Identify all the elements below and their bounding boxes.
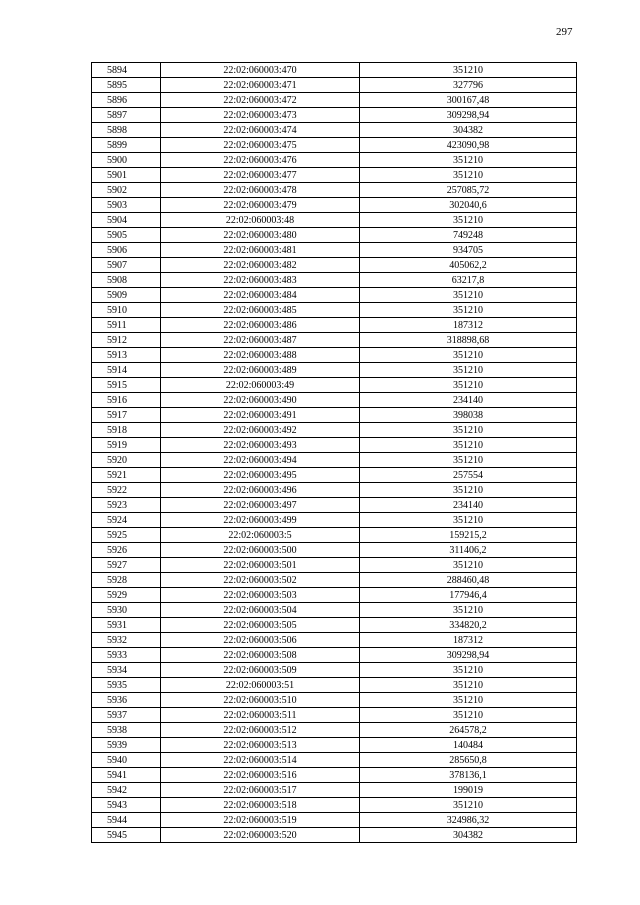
row-number-cell: 5944 xyxy=(92,813,161,828)
table-row xyxy=(92,648,577,663)
table-row xyxy=(92,288,577,303)
cadastral-value-cell: 351210 xyxy=(360,603,577,618)
table-row xyxy=(92,168,577,183)
table-row xyxy=(92,783,577,798)
table-body xyxy=(92,63,577,843)
table-row xyxy=(92,408,577,423)
cadastral-number-cell: 22:02:060003:518 xyxy=(161,798,360,813)
cadastral-value-cell: 304382 xyxy=(360,123,577,138)
table-row xyxy=(92,363,577,378)
table-row xyxy=(92,543,577,558)
table-row xyxy=(92,708,577,723)
cadastral-value-cell: 351210 xyxy=(360,663,577,678)
cadastral-number-cell: 22:02:060003:496 xyxy=(161,483,360,498)
row-number-cell: 5909 xyxy=(92,288,161,303)
cadastral-value-cell: 351210 xyxy=(360,63,577,78)
row-number-cell: 5918 xyxy=(92,423,161,438)
table-row xyxy=(92,348,577,363)
cadastral-number-cell: 22:02:060003:485 xyxy=(161,303,360,318)
row-number-cell: 5896 xyxy=(92,93,161,108)
cadastral-value-cell: 257554 xyxy=(360,468,577,483)
row-number-cell: 5899 xyxy=(92,138,161,153)
table-row xyxy=(92,768,577,783)
table-row xyxy=(92,213,577,228)
page-number: 297 xyxy=(556,26,573,38)
table-row xyxy=(92,63,577,78)
cadastral-value-cell: 309298,94 xyxy=(360,108,577,123)
cadastral-number-cell: 22:02:060003:516 xyxy=(161,768,360,783)
row-number-cell: 5941 xyxy=(92,768,161,783)
cadastral-number-cell: 22:02:060003:492 xyxy=(161,423,360,438)
row-number-cell: 5915 xyxy=(92,378,161,393)
cadastral-number-cell: 22:02:060003:487 xyxy=(161,333,360,348)
row-number-cell: 5921 xyxy=(92,468,161,483)
row-number-cell: 5934 xyxy=(92,663,161,678)
cadastral-value-cell: 351210 xyxy=(360,693,577,708)
table-row xyxy=(92,738,577,753)
row-number-cell: 5922 xyxy=(92,483,161,498)
cadastral-number-cell: 22:02:060003:48 xyxy=(161,213,360,228)
cadastral-value-cell: 327796 xyxy=(360,78,577,93)
cadastral-number-cell: 22:02:060003:504 xyxy=(161,603,360,618)
row-number-cell: 5902 xyxy=(92,183,161,198)
cadastral-value-cell: 351210 xyxy=(360,678,577,693)
row-number-cell: 5911 xyxy=(92,318,161,333)
row-number-cell: 5939 xyxy=(92,738,161,753)
cadastral-number-cell: 22:02:060003:510 xyxy=(161,693,360,708)
row-number-cell: 5895 xyxy=(92,78,161,93)
cadastral-value-cell: 63217,8 xyxy=(360,273,577,288)
table-row xyxy=(92,678,577,693)
row-number-cell: 5943 xyxy=(92,798,161,813)
cadastral-number-cell: 22:02:060003:476 xyxy=(161,153,360,168)
cadastral-number-cell: 22:02:060003:475 xyxy=(161,138,360,153)
row-number-cell: 5913 xyxy=(92,348,161,363)
table-row xyxy=(92,153,577,168)
cadastral-number-cell: 22:02:060003:514 xyxy=(161,753,360,768)
cadastral-value-cell: 187312 xyxy=(360,318,577,333)
table-row xyxy=(92,573,577,588)
table-row xyxy=(92,693,577,708)
cadastral-number-cell: 22:02:060003:49 xyxy=(161,378,360,393)
row-number-cell: 5936 xyxy=(92,693,161,708)
cadastral-value-cell: 351210 xyxy=(360,798,577,813)
cadastral-number-cell: 22:02:060003:509 xyxy=(161,663,360,678)
cadastral-value-cell: 423090,98 xyxy=(360,138,577,153)
cadastral-value-cell: 351210 xyxy=(360,348,577,363)
cadastral-number-cell: 22:02:060003:499 xyxy=(161,513,360,528)
cadastral-value-cell: 351210 xyxy=(360,438,577,453)
cadastral-value-cell: 234140 xyxy=(360,498,577,513)
cadastral-number-cell: 22:02:060003:477 xyxy=(161,168,360,183)
table-row xyxy=(92,798,577,813)
table-row xyxy=(92,423,577,438)
table-row xyxy=(92,243,577,258)
table-row xyxy=(92,663,577,678)
table-row xyxy=(92,258,577,273)
cadastral-number-cell: 22:02:060003:480 xyxy=(161,228,360,243)
cadastral-value-cell: 187312 xyxy=(360,633,577,648)
row-number-cell: 5912 xyxy=(92,333,161,348)
cadastral-value-cell: 351210 xyxy=(360,213,577,228)
table-row xyxy=(92,93,577,108)
table-row xyxy=(92,483,577,498)
cadastral-value-cell: 264578,2 xyxy=(360,723,577,738)
cadastral-number-cell: 22:02:060003:483 xyxy=(161,273,360,288)
cadastral-number-cell: 22:02:060003:517 xyxy=(161,783,360,798)
table-row xyxy=(92,723,577,738)
cadastral-value-cell: 288460,48 xyxy=(360,573,577,588)
cadastral-value-cell: 351210 xyxy=(360,513,577,528)
cadastral-value-cell: 318898,68 xyxy=(360,333,577,348)
row-number-cell: 5897 xyxy=(92,108,161,123)
cadastral-number-cell: 22:02:060003:506 xyxy=(161,633,360,648)
table-row xyxy=(92,603,577,618)
cadastral-number-cell: 22:02:060003:473 xyxy=(161,108,360,123)
cadastral-value-cell: 285650,8 xyxy=(360,753,577,768)
cadastral-value-cell: 304382 xyxy=(360,828,577,843)
cadastral-value-cell: 351210 xyxy=(360,483,577,498)
row-number-cell: 5903 xyxy=(92,198,161,213)
table-row xyxy=(92,813,577,828)
cadastral-number-cell: 22:02:060003:513 xyxy=(161,738,360,753)
row-number-cell: 5928 xyxy=(92,573,161,588)
cadastral-value-cell: 309298,94 xyxy=(360,648,577,663)
table-row xyxy=(92,468,577,483)
cadastral-value-cell: 351210 xyxy=(360,708,577,723)
cadastral-number-cell: 22:02:060003:501 xyxy=(161,558,360,573)
cadastral-value-cell: 378136,1 xyxy=(360,768,577,783)
cadastral-value-cell: 405062,2 xyxy=(360,258,577,273)
cadastral-number-cell: 22:02:060003:481 xyxy=(161,243,360,258)
row-number-cell: 5931 xyxy=(92,618,161,633)
table-row xyxy=(92,618,577,633)
table-row xyxy=(92,273,577,288)
cadastral-number-cell: 22:02:060003:495 xyxy=(161,468,360,483)
cadastral-value-cell: 159215,2 xyxy=(360,528,577,543)
cadastral-number-cell: 22:02:060003:505 xyxy=(161,618,360,633)
table-row xyxy=(92,138,577,153)
cadastral-number-cell: 22:02:060003:489 xyxy=(161,363,360,378)
table-row xyxy=(92,588,577,603)
cadastral-number-cell: 22:02:060003:520 xyxy=(161,828,360,843)
cadastral-value-cell: 311406,2 xyxy=(360,543,577,558)
table-row xyxy=(92,123,577,138)
row-number-cell: 5900 xyxy=(92,153,161,168)
row-number-cell: 5901 xyxy=(92,168,161,183)
table-row xyxy=(92,78,577,93)
cadastral-number-cell: 22:02:060003:470 xyxy=(161,63,360,78)
row-number-cell: 5917 xyxy=(92,408,161,423)
cadastral-value-cell: 334820,2 xyxy=(360,618,577,633)
row-number-cell: 5938 xyxy=(92,723,161,738)
cadastral-value-cell: 398038 xyxy=(360,408,577,423)
cadastral-value-cell: 302040,6 xyxy=(360,198,577,213)
cadastral-number-cell: 22:02:060003:484 xyxy=(161,288,360,303)
cadastral-number-cell: 22:02:060003:519 xyxy=(161,813,360,828)
cadastral-value-cell: 234140 xyxy=(360,393,577,408)
cadastral-value-cell: 140484 xyxy=(360,738,577,753)
row-number-cell: 5925 xyxy=(92,528,161,543)
cadastral-number-cell: 22:02:060003:5 xyxy=(161,528,360,543)
row-number-cell: 5940 xyxy=(92,753,161,768)
table-row xyxy=(92,228,577,243)
cadastral-value-cell: 351210 xyxy=(360,303,577,318)
cadastral-number-cell: 22:02:060003:491 xyxy=(161,408,360,423)
cadastral-value-cell: 351210 xyxy=(360,558,577,573)
cadastral-number-cell: 22:02:060003:512 xyxy=(161,723,360,738)
cadastral-number-cell: 22:02:060003:511 xyxy=(161,708,360,723)
cadastral-value-cell: 351210 xyxy=(360,423,577,438)
table-row xyxy=(92,108,577,123)
cadastral-number-cell: 22:02:060003:482 xyxy=(161,258,360,273)
cadastral-number-cell: 22:02:060003:472 xyxy=(161,93,360,108)
row-number-cell: 5919 xyxy=(92,438,161,453)
cadastral-number-cell: 22:02:060003:490 xyxy=(161,393,360,408)
row-number-cell: 5906 xyxy=(92,243,161,258)
row-number-cell: 5904 xyxy=(92,213,161,228)
table-row xyxy=(92,633,577,648)
table-row xyxy=(92,198,577,213)
cadastral-number-cell: 22:02:060003:486 xyxy=(161,318,360,333)
cadastral-number-cell: 22:02:060003:488 xyxy=(161,348,360,363)
table-row xyxy=(92,453,577,468)
row-number-cell: 5908 xyxy=(92,273,161,288)
row-number-cell: 5916 xyxy=(92,393,161,408)
cadastral-value-cell: 324986,32 xyxy=(360,813,577,828)
row-number-cell: 5933 xyxy=(92,648,161,663)
cadastral-value-cell: 199019 xyxy=(360,783,577,798)
row-number-cell: 5924 xyxy=(92,513,161,528)
cadastral-number-cell: 22:02:060003:503 xyxy=(161,588,360,603)
cadastral-value-cell: 300167,48 xyxy=(360,93,577,108)
table-row xyxy=(92,753,577,768)
table-row xyxy=(92,183,577,198)
cadastral-number-cell: 22:02:060003:494 xyxy=(161,453,360,468)
table-row xyxy=(92,393,577,408)
cadastral-number-cell: 22:02:060003:478 xyxy=(161,183,360,198)
cadastral-value-cell: 257085,72 xyxy=(360,183,577,198)
row-number-cell: 5907 xyxy=(92,258,161,273)
cadastral-value-cell: 177946,4 xyxy=(360,588,577,603)
row-number-cell: 5923 xyxy=(92,498,161,513)
table-row xyxy=(92,318,577,333)
table-row xyxy=(92,558,577,573)
cadastral-value-table xyxy=(91,62,577,843)
row-number-cell: 5929 xyxy=(92,588,161,603)
cadastral-number-cell: 22:02:060003:479 xyxy=(161,198,360,213)
cadastral-number-cell: 22:02:060003:471 xyxy=(161,78,360,93)
row-number-cell: 5942 xyxy=(92,783,161,798)
cadastral-number-cell: 22:02:060003:497 xyxy=(161,498,360,513)
cadastral-number-cell: 22:02:060003:51 xyxy=(161,678,360,693)
table-row xyxy=(92,528,577,543)
row-number-cell: 5905 xyxy=(92,228,161,243)
table-row xyxy=(92,333,577,348)
row-number-cell: 5920 xyxy=(92,453,161,468)
row-number-cell: 5910 xyxy=(92,303,161,318)
cadastral-number-cell: 22:02:060003:508 xyxy=(161,648,360,663)
row-number-cell: 5932 xyxy=(92,633,161,648)
table-row xyxy=(92,438,577,453)
row-number-cell: 5945 xyxy=(92,828,161,843)
table-row xyxy=(92,513,577,528)
row-number-cell: 5937 xyxy=(92,708,161,723)
row-number-cell: 5930 xyxy=(92,603,161,618)
row-number-cell: 5926 xyxy=(92,543,161,558)
cadastral-value-cell: 351210 xyxy=(360,453,577,468)
cadastral-value-cell: 934705 xyxy=(360,243,577,258)
table-row xyxy=(92,303,577,318)
cadastral-value-cell: 351210 xyxy=(360,378,577,393)
row-number-cell: 5898 xyxy=(92,123,161,138)
cadastral-number-cell: 22:02:060003:502 xyxy=(161,573,360,588)
row-number-cell: 5894 xyxy=(92,63,161,78)
table-row xyxy=(92,378,577,393)
cadastral-number-cell: 22:02:060003:500 xyxy=(161,543,360,558)
row-number-cell: 5935 xyxy=(92,678,161,693)
table-row xyxy=(92,828,577,843)
row-number-cell: 5927 xyxy=(92,558,161,573)
cadastral-value-cell: 351210 xyxy=(360,288,577,303)
cadastral-value-cell: 351210 xyxy=(360,153,577,168)
cadastral-number-cell: 22:02:060003:474 xyxy=(161,123,360,138)
cadastral-number-cell: 22:02:060003:493 xyxy=(161,438,360,453)
cadastral-value-cell: 749248 xyxy=(360,228,577,243)
cadastral-value-cell: 351210 xyxy=(360,363,577,378)
cadastral-value-cell: 351210 xyxy=(360,168,577,183)
row-number-cell: 5914 xyxy=(92,363,161,378)
table-row xyxy=(92,498,577,513)
